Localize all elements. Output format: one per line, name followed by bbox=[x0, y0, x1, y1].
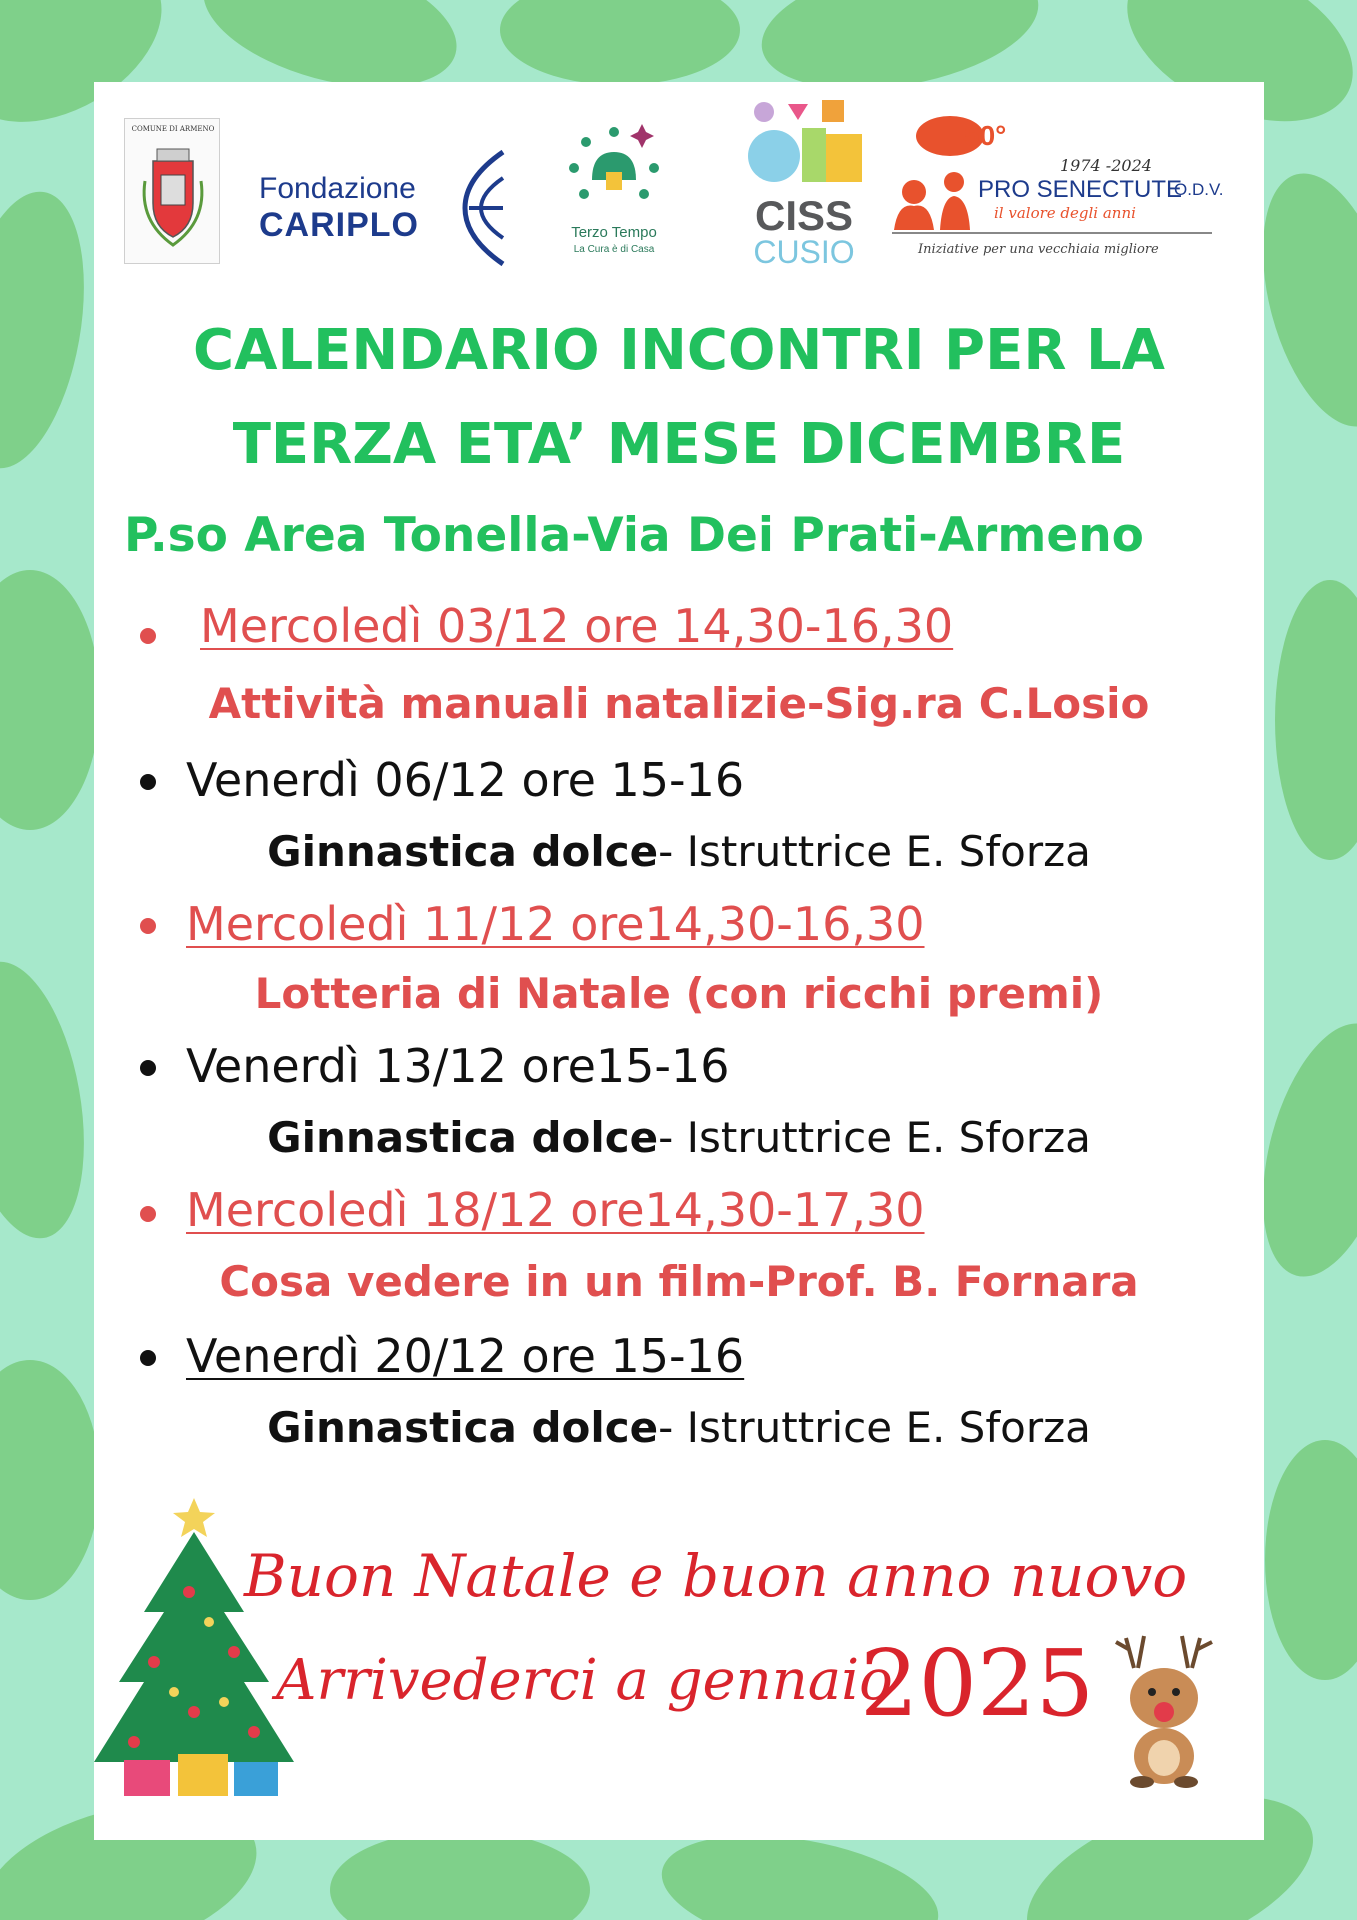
terzo-tempo-sub: La Cura è di Casa bbox=[573, 244, 655, 255]
bullet-icon bbox=[140, 1350, 156, 1366]
event-date: Venerdì 20/12 ore 15-16 bbox=[186, 1329, 745, 1383]
bullet-icon bbox=[140, 918, 156, 934]
location-subtitle: P.so Area Tonella-Via Dei Prati-Armeno bbox=[124, 508, 1144, 563]
pro-odv: O.D.V. bbox=[1174, 180, 1224, 199]
ciss-line1: CISS bbox=[754, 192, 854, 239]
terzo-tempo-name: Terzo Tempo bbox=[571, 224, 657, 241]
ciss-cusio-logo bbox=[744, 98, 874, 268]
page-title-line2: TERZA ETA’ MESE DICEMBRE bbox=[232, 412, 1126, 477]
reindeer-icon bbox=[1104, 1628, 1224, 1788]
greeting-line1: Buon Natale e buon anno nuovo bbox=[244, 1542, 1188, 1610]
event-activity: Ginnastica dolce bbox=[267, 827, 659, 876]
page-title-line1: CALENDARIO INCONTRI PER LA bbox=[193, 318, 1165, 383]
comune-armeno-logo bbox=[124, 118, 220, 264]
bullet-icon bbox=[140, 1060, 156, 1076]
sponsor-logos bbox=[94, 82, 1264, 282]
pro-slogan: Iniziative per una vecchiaia migliore bbox=[918, 242, 1159, 257]
pro-divider bbox=[892, 232, 1212, 234]
greeting-year: 2025 bbox=[860, 1630, 1095, 1737]
event-date: Mercoledì 03/12 ore 14,30-16,30 bbox=[200, 599, 954, 653]
event-instructor: - Istruttrice E. Sforza bbox=[658, 1403, 1091, 1452]
pro-senectute-logo bbox=[884, 112, 1224, 282]
event-date: Mercoledì 11/12 ore14,30-16,30 bbox=[186, 897, 925, 951]
bullet-icon bbox=[140, 628, 156, 644]
pro-years: 1974 -2024 bbox=[1060, 156, 1152, 175]
ciss-line2: CUSIO bbox=[753, 234, 855, 270]
pro-name: PRO SENECTUTE bbox=[978, 176, 1183, 203]
ciss-shapes-icon bbox=[744, 98, 864, 192]
event-activity: Ginnastica dolce bbox=[267, 1113, 659, 1162]
cariplo-line1: Fondazione bbox=[259, 172, 416, 205]
event-description bbox=[94, 1400, 1264, 1456]
christmas-tree-icon bbox=[94, 1492, 314, 1802]
crest-icon bbox=[135, 141, 211, 257]
bullet-icon bbox=[140, 774, 156, 790]
event-description bbox=[94, 824, 1264, 880]
cariplo-mark-icon bbox=[459, 148, 509, 268]
event-instructor: - Istruttrice E. Sforza bbox=[658, 1113, 1091, 1162]
pro-tagline: il valore degli anni bbox=[994, 204, 1136, 222]
bullet-icon bbox=[140, 1206, 156, 1222]
event-date: Venerdì 06/12 ore 15-16 bbox=[186, 753, 745, 807]
terzo-tempo-house-icon bbox=[554, 122, 674, 222]
event-description bbox=[94, 1110, 1264, 1166]
event-activity: Ginnastica dolce bbox=[267, 1403, 659, 1452]
pro-50-badge: 50° bbox=[964, 120, 1007, 151]
event-date: Venerdì 13/12 ore15-16 bbox=[186, 1039, 730, 1093]
terzo-tempo-logo bbox=[554, 122, 704, 272]
event-description: Lotteria di Natale (con ricchi premi) bbox=[254, 969, 1104, 1018]
comune-caption: COMUNE DI ARMENO bbox=[131, 125, 215, 133]
cariplo-line2: CARIPLO bbox=[259, 206, 419, 244]
poster-card bbox=[94, 82, 1264, 1840]
greeting-line2: Arrivederci a gennaio bbox=[276, 1648, 893, 1713]
event-instructor: - Istruttrice E. Sforza bbox=[658, 827, 1091, 876]
event-date: Mercoledì 18/12 ore14,30-17,30 bbox=[186, 1183, 925, 1237]
event-description: Cosa vedere in un film-Prof. B. Fornara bbox=[219, 1257, 1139, 1306]
event-description: Attività manuali natalizie-Sig.ra C.Losio bbox=[208, 679, 1150, 728]
